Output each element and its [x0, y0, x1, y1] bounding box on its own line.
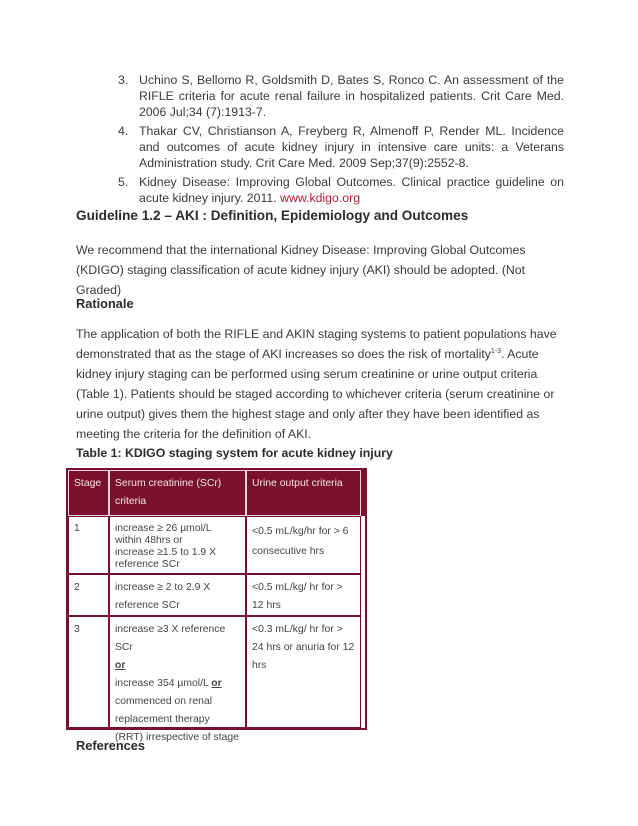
- reference-text: Kidney Disease: Improving Global Outcomes. Clinical practice guideline on acute kidney injury. 2011.: [139, 175, 564, 205]
- reference-list: [118, 72, 564, 209]
- cell-stage: 2: [68, 574, 109, 616]
- recommendation-paragraph: We recommend that the international Kidney Disease: Improving Global Outcomes (KDIGO) staging classification of acute kidney injury (AKI) should be adopted. (Not Graded): [76, 243, 526, 297]
- scr-line: increase ≥ 26 µmol/L within 48hrs or: [115, 523, 212, 546]
- table-row: [68, 616, 365, 743]
- table-row: [68, 574, 365, 616]
- kdigo-link[interactable]: www.kdigo.org: [280, 191, 361, 205]
- reference-number: 5.: [118, 175, 129, 189]
- scr-line: increase ≥3 X reference SCr: [115, 624, 226, 653]
- table-row: [68, 516, 365, 574]
- header-stage: Stage: [68, 470, 109, 516]
- kdigo-staging-table: [66, 468, 367, 743]
- cell-stage: 1: [68, 516, 109, 574]
- scr-line: [115, 675, 240, 693]
- reference-item: [118, 72, 564, 120]
- reference-number: 3.: [118, 73, 129, 87]
- citation-superscript: 1-3: [490, 348, 502, 355]
- header-serum-creatinine: Serum creatinine (SCr) criteria: [109, 470, 246, 516]
- rationale-heading: Rationale: [76, 296, 134, 311]
- cell-serum-creatinine: increase ≥ 2 to 2.9 X reference SCr: [109, 574, 246, 616]
- cell-stage: 3: [68, 616, 109, 728]
- reference-number: 4.: [118, 124, 129, 138]
- reference-text: Uchino S, Bellomo R, Goldsmith D, Bates S, Ronco C. An assessment of the RIFLE criteria for acute renal failure in hospitalized patients. Crit Care Med. 2006 Jul;34 (7):1913-7.: [139, 73, 564, 119]
- guideline-title: Guideline 1.2 – AKI : Definition, Epidemiology and Outcomes: [76, 208, 469, 223]
- references-heading: References: [76, 738, 146, 753]
- cell-serum-creatinine: [109, 516, 246, 574]
- scr-text: increase 354 µmol/L: [115, 678, 209, 689]
- cell-urine-output: <0.5 mL/kg/ hr for > 12 hrs: [246, 574, 361, 616]
- rationale-text-b: . Acute kidney injury staging can be performed using serum creatinine or urine output criteria (Table 1). Patients should be staged according to whichever criteria (serum creatinine or urine output) gives them the highest stage and only after they have been identified as meeting the criteria for the definition of AKI.: [76, 347, 555, 441]
- cell-serum-creatinine: [109, 616, 246, 743]
- cell-urine-output: <0.5 mL/kg/hr for > 6 consecutive hrs: [246, 516, 361, 574]
- rationale-paragraph: [76, 324, 568, 444]
- rationale-text-a: The application of both the RIFLE and AKIN staging systems to patient populations have demonstrated that as the stage of AKI increases so does the risk of mortality: [76, 327, 557, 361]
- table-header-row: [68, 470, 365, 516]
- reference-text-wrap: [139, 174, 564, 206]
- scr-line: increase ≥1.5 to 1.9 X reference SCr: [115, 547, 217, 570]
- reference-text: Thakar CV, Christianson A, Freyberg R, Almenoff P, Render ML. Incidence and outcomes of acute kidney injury in intensive care units: a Veterans Administration study. Crit Care Med. 2009 Sep;37(9):2552-8.: [139, 124, 564, 170]
- reference-item: [118, 174, 564, 206]
- cell-urine-output: <0.3 mL/kg/ hr for > 24 hrs or anuria for 12 hrs: [246, 616, 361, 728]
- or-connector: or: [115, 660, 126, 671]
- reference-item: [118, 123, 564, 171]
- header-urine-output: Urine output criteria: [246, 470, 361, 516]
- table-caption: Table 1: KDIGO staging system for acute kidney injury: [76, 446, 393, 460]
- or-connector: or: [211, 678, 222, 689]
- scr-line: commenced on renal replacement therapy (RRT) irrespective of stage: [115, 696, 239, 743]
